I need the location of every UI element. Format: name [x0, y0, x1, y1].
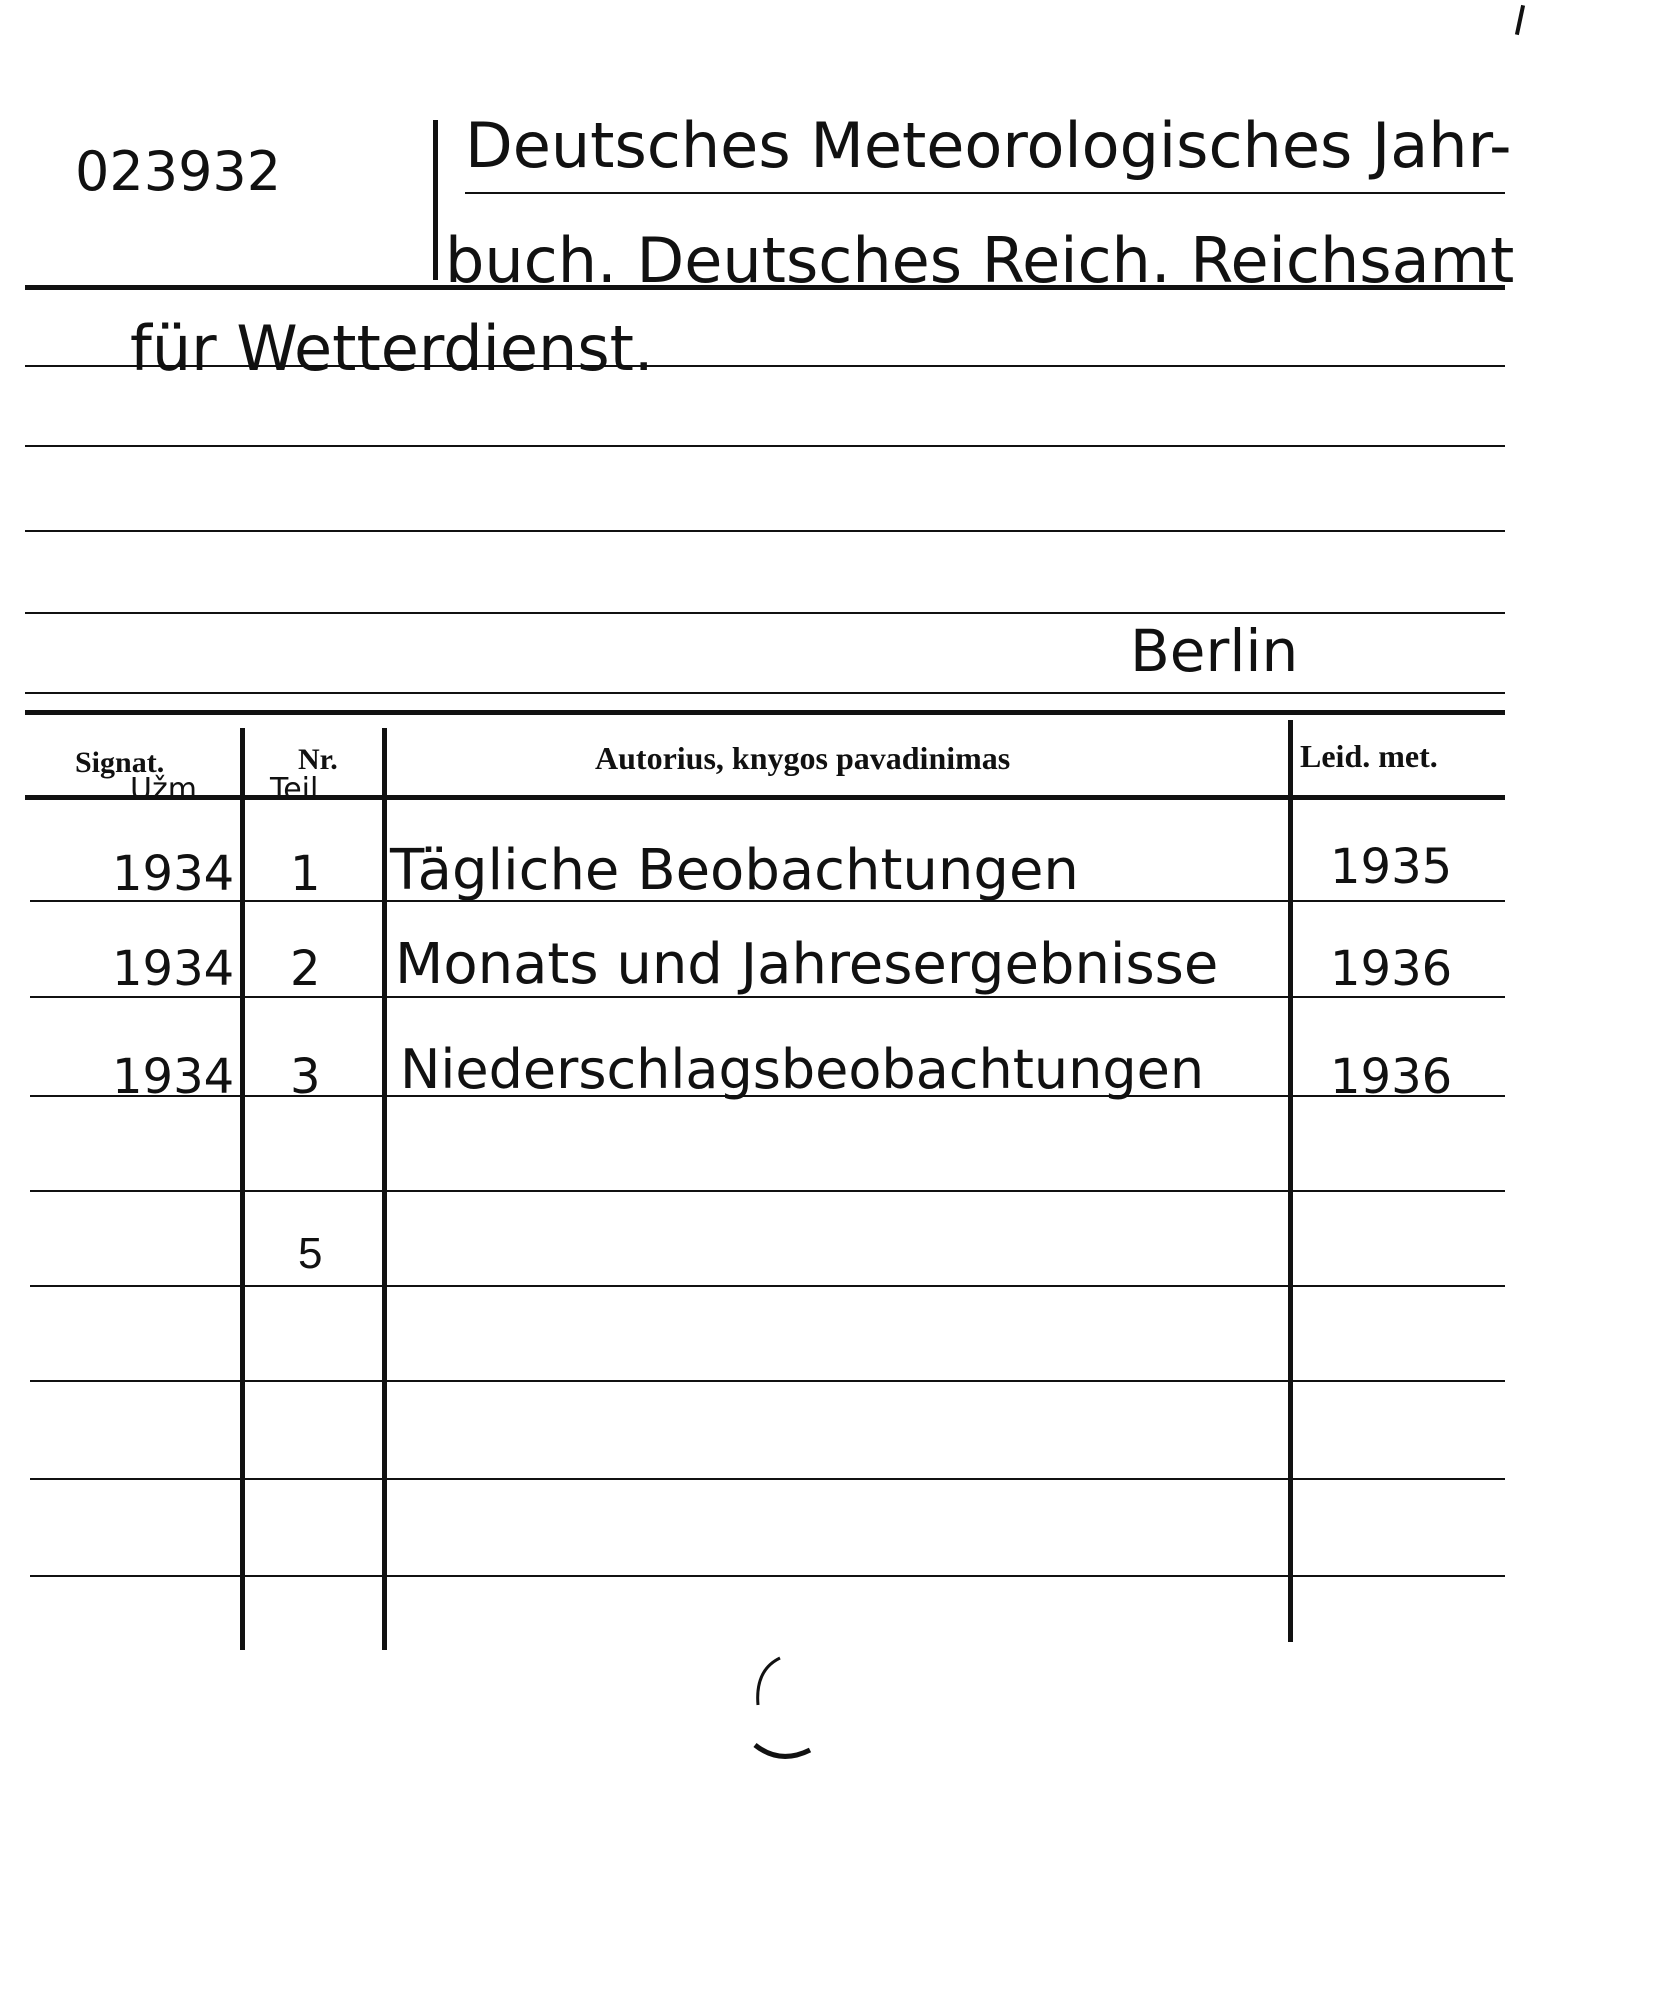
row-3-title: Niederschlagsbeobachtungen [400, 1038, 1205, 1101]
row-3-signature: 1934 [112, 1049, 235, 1105]
row-2-year: 1936 [1330, 941, 1453, 997]
table-row-line [30, 1478, 1505, 1480]
table-row-line [30, 900, 1505, 902]
ruled-line [25, 612, 1505, 614]
row-5-number: 5 [298, 1229, 323, 1278]
row-3-year: 1936 [1330, 1049, 1453, 1105]
column-divider [240, 728, 245, 1650]
ruled-line [25, 530, 1505, 532]
title-line-3: für Wetterdienst. [130, 312, 654, 385]
ruled-line [25, 445, 1505, 447]
table-row-line [30, 1285, 1505, 1287]
row-2-nr: 2 [290, 941, 321, 997]
title-underline-1 [465, 192, 1505, 194]
table-top-border [25, 710, 1505, 715]
row-1-nr: 1 [290, 846, 321, 902]
row-2-title: Monats und Jahresergebnisse [395, 932, 1219, 997]
column-divider [382, 728, 387, 1650]
row-2-signature: 1934 [112, 941, 235, 997]
ruled-line [25, 692, 1505, 694]
ruled-line [25, 365, 1505, 367]
header-bottom-border [25, 795, 1505, 800]
title-line-1: Deutsches Meteorologisches Jahr- [465, 109, 1512, 182]
column-divider [1288, 720, 1293, 1642]
stray-mark [1515, 5, 1525, 35]
table-row-line [30, 1575, 1505, 1577]
title-bracket [433, 120, 438, 280]
header-signat: Signat. [75, 746, 165, 779]
table-row-line [30, 1095, 1505, 1097]
table-row-line [30, 1380, 1505, 1382]
header-year: Leid. met. [1300, 738, 1438, 774]
header-nr: Nr. [298, 743, 338, 776]
table-row-line [30, 996, 1505, 998]
row-1-title: Tägliche Beobachtungen [390, 838, 1079, 903]
hole-punch-mark [740, 1650, 820, 1770]
title-line-2: buch. Deutsches Reich. Reichsamt [445, 224, 1515, 297]
header-divider [25, 285, 1505, 290]
place: Berlin [1130, 617, 1299, 685]
table-row-line [30, 1190, 1505, 1192]
card-number: 023932 [75, 140, 282, 203]
header-title: Autorius, knygos pavadinimas [595, 740, 1011, 776]
header-signat-handwritten: Užm [130, 772, 197, 807]
header-nr-handwritten: Teil [270, 772, 319, 807]
row-1-year: 1935 [1330, 839, 1453, 895]
row-3-nr: 3 [290, 1049, 321, 1105]
row-1-signature: 1934 [112, 846, 235, 902]
